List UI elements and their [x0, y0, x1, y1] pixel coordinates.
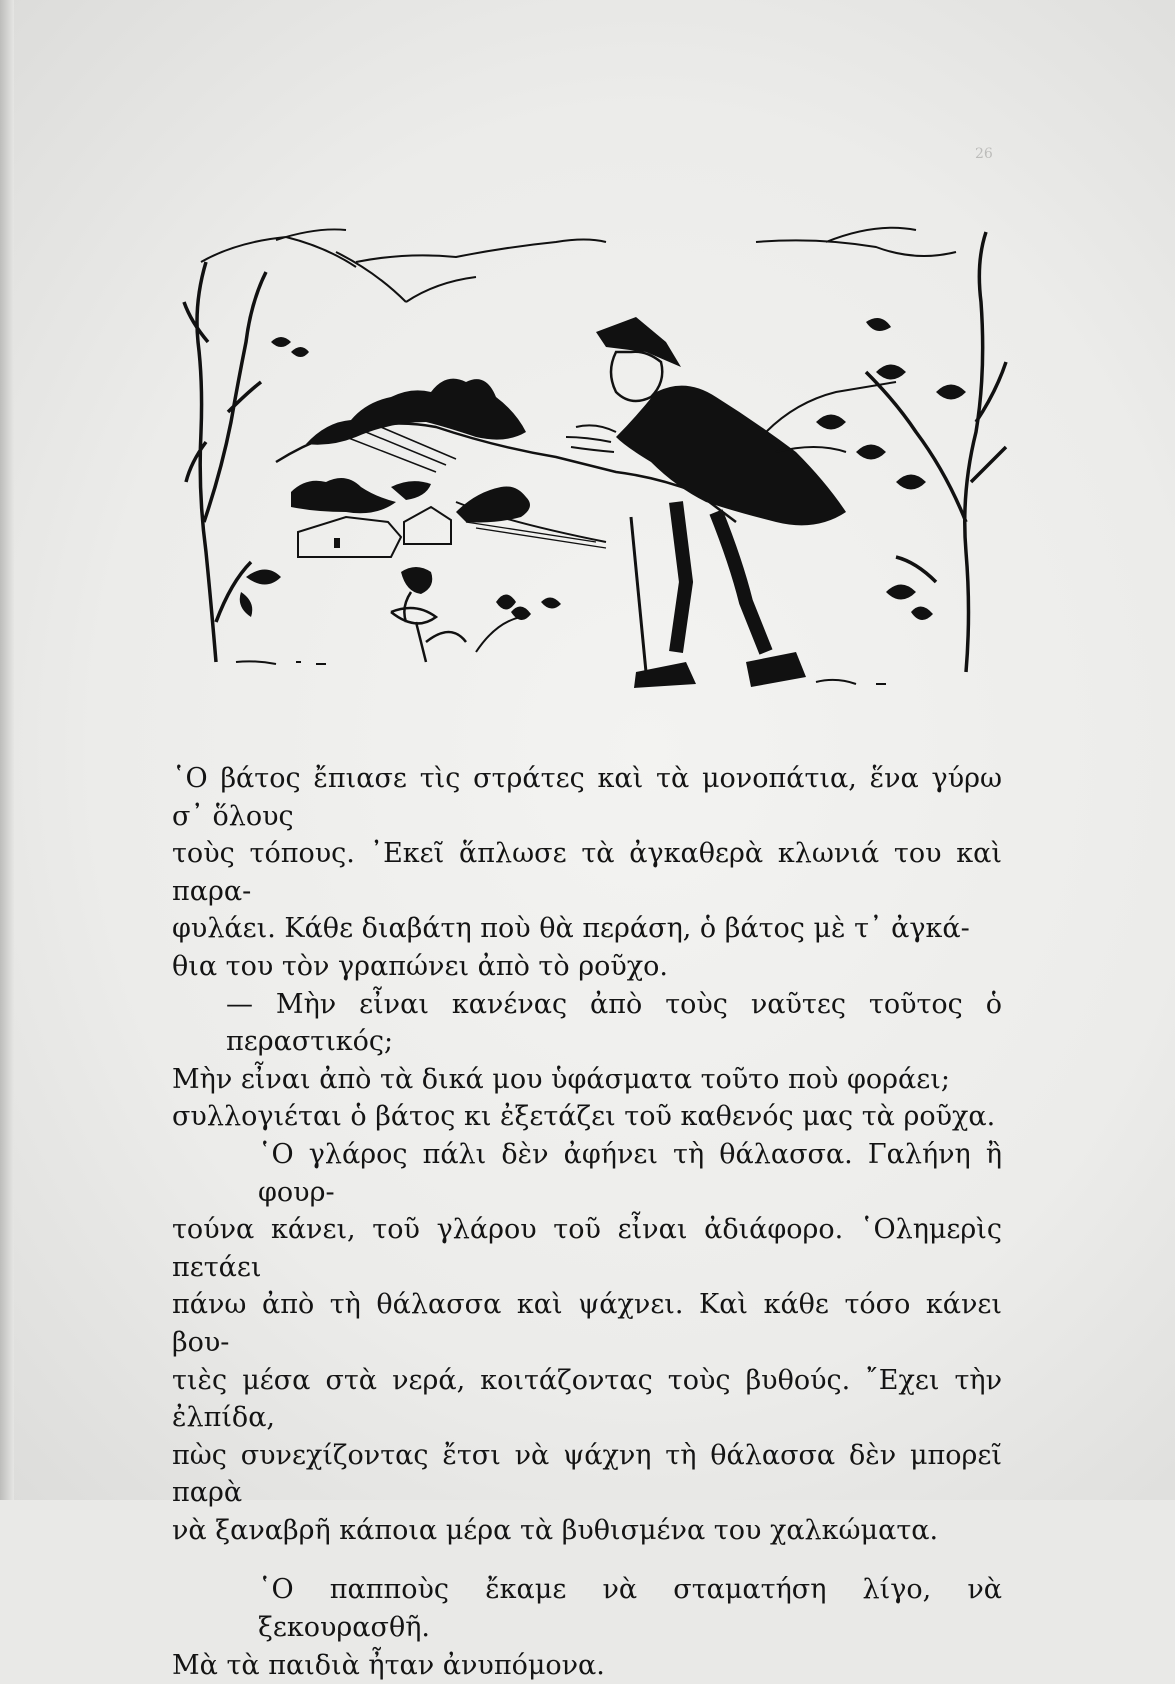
text-line: Μὰ τὰ παιδιὰ ἦταν ἀνυπόμονα. — [172, 1649, 605, 1681]
page-number: 26 — [975, 146, 993, 162]
text-line: ῾Ο γλάρος πάλι δὲν ἀφήνει τὴ θάλασσα. Γαλήνη ἢ φουρ- — [258, 1138, 1002, 1208]
text-line: πάνω ἀπὸ τὴ θάλασσα καὶ ψάχνει. Καὶ κάθε τόσο κάνει βου- — [172, 1289, 1002, 1358]
text-line: πὼς συνεχίζοντας ἔτσι νὰ ψάχνη τὴ θάλασσα δὲν μπορεῖ παρὰ — [172, 1439, 1002, 1509]
body-text — [172, 760, 1002, 1684]
illustration-drawing — [176, 222, 1016, 700]
text-line: ῾Ο βάτος ἔπιασε τὶς στράτες καὶ τὰ μονοπάτια, ἕνα γύρω σ᾽ ὅλους — [172, 763, 1002, 832]
text-line: τιὲς μέσα στὰ νερά, κοιτάζοντας τοὺς βυθούς. ῎Εχει τὴν ἐλπίδα, — [172, 1364, 1002, 1434]
paragraph-grandfather — [172, 1571, 1002, 1684]
page-binding-edge — [0, 0, 14, 1500]
text-line: θια του τὸν γραπώνει ἀπὸ τὸ ροῦχο. — [172, 950, 668, 982]
text-line: ῾Ο παπποὺς ἔκαμε νὰ σταματήση λίγο, νὰ ξεκουρασθῆ. — [258, 1574, 1002, 1644]
text-line: τούνα κάνει, τοῦ γλάρου τοῦ εἶναι ἀδιάφορο. ῾Ολημερὶς πετάει — [172, 1214, 1002, 1283]
text-line: νὰ ξαναβρῆ κάποια μέρα τὰ βυθισμένα του χαλκώματα. — [172, 1514, 939, 1546]
paragraph-bramble-speech — [172, 986, 1002, 1136]
paragraph-seagull — [172, 1136, 1002, 1550]
paragraph-bramble — [172, 760, 1002, 986]
text-line: Μὴν εἶναι ἀπὸ τὰ δικά μου ὑφάσματα τοῦτο ποὺ φοράει; — [172, 1063, 950, 1095]
text-line: φυλάει. Κάθε διαβάτη ποὺ θὰ περάση, ὁ βάτος μὲ τ᾽ ἀγκά- — [172, 913, 970, 945]
text-line: — Μὴν εἶναι κανένας ἀπὸ τοὺς ναῦτες τοῦτος ὁ περαστικός; — [226, 988, 1002, 1058]
text-line: τοὺς τόπους. ᾽Εκεῖ ἅπλωσε τὰ ἀγκαθερὰ κλωνιά του καὶ παρα- — [172, 838, 1002, 907]
paragraph-gap — [172, 1549, 1002, 1571]
illustration-old-man-winter — [176, 222, 1016, 700]
text-line: συλλογιέται ὁ βάτος κι ἐξετάζει τοῦ καθενός μας τὰ ροῦχα. — [172, 1101, 996, 1133]
